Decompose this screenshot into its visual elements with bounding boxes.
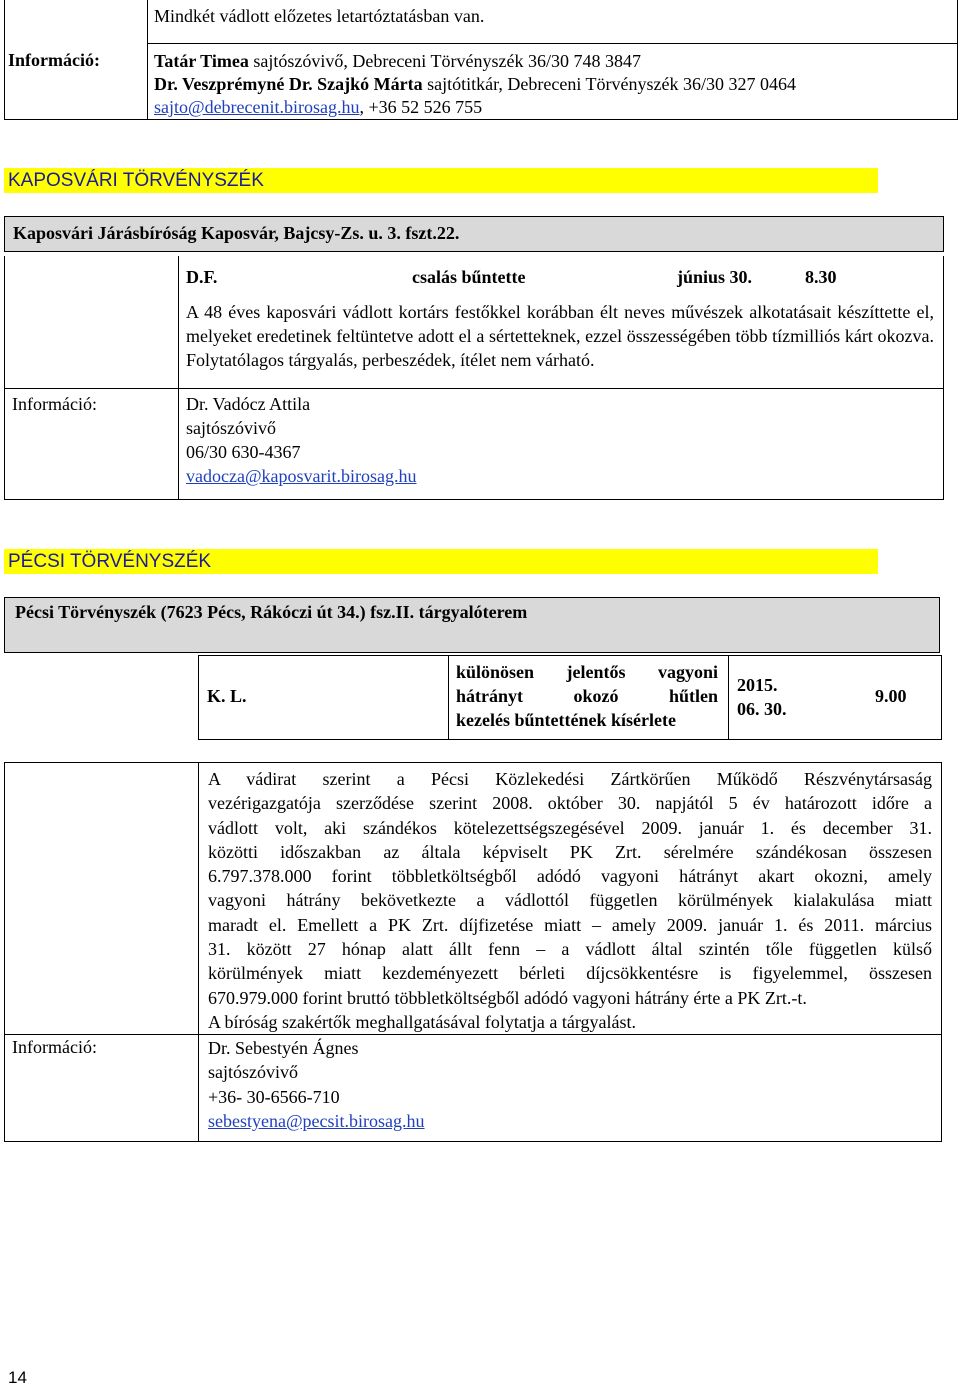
kaposvar-row-divider (4, 388, 944, 389)
pecs-defendant: K. L. (207, 686, 247, 706)
pecs-info-label: Információ: (12, 1037, 97, 1057)
pecs-charge-line3: kezelés bűntettének kísérlete (456, 710, 676, 730)
pecs-desc-col-divider (198, 762, 199, 1142)
pecs-contact-name: Dr. Sebestyén Ágnes (208, 1038, 359, 1058)
pecs-col-divider-1 (448, 655, 449, 739)
kaposvar-email-link[interactable]: vadocza@kaposvarit.birosag.hu (186, 466, 417, 486)
kaposvar-contact-name: Dr. Vadócz Attila (186, 394, 311, 414)
contact1-name: Tatár Timea (154, 51, 249, 71)
pecs-venue: Pécsi Törvényszék (7623 Pécs, Rákóczi út 34.) fsz.II. tárgyalóterem (4, 597, 940, 653)
kaposvar-case-table (4, 256, 944, 500)
pecs-desc-line: maradt el. Emellett a PK Zrt. díjfizetése miatt – amely 2009. január 1. és 2011. március (208, 914, 932, 935)
kaposvar-contact-role: sajtószóvivő (186, 418, 276, 438)
pecs-charge (456, 660, 718, 732)
debrecen-note: Mindkét vádlott előzetes letartóztatásban van. (154, 6, 485, 26)
kaposvar-info-label: Információ: (12, 394, 97, 414)
pecs-desc-line: vádlott volt, aki szándékos kötelezettségszegésével 2009. január 1. és december 31. (208, 817, 932, 838)
pecs-desc-line: 6.797.378.000 forint többletköltségből adódó vagyoni hátrányt akart okozni, amely (208, 866, 932, 887)
pecs-desc-line: vagyoni hátrány bekövetkezte a vádlottól független körülmények kialakulása miatt (208, 890, 932, 911)
pecs-desc-line: közötti időszakban az általa képviselt PK Zrt. sérelmére szándékosan összesen (208, 841, 932, 862)
kaposvar-description: A 48 éves kaposvári vádlott kortárs festőkkel korábban élt neves művészek alkotatásait készíttette el, melyeket eredetinek feltüntetve adott el a sértetteknek, ezzel összességében több tízmilliós kárt okozva. Folytatólagos tárgyalás, perbeszédek, ítélet nem várható. (186, 302, 934, 370)
pecs-charge-line2: hátrányt okozó hűtlen (456, 686, 718, 706)
pecs-charge-line1: különösen jelentős vagyoni (456, 662, 718, 682)
pecs-desc-line: A vádirat szerint a Pécsi Közlekedési Zártkörűen Működő Részvénytársaság (208, 769, 932, 789)
contact1-detail: sajtószóvivő, Debreceni Törvényszék 36/30 748 3847 (248, 51, 641, 71)
pecs-contact-phone: +36- 30-6566-710 (208, 1086, 340, 1107)
pecs-desc-line: vezérigazgatója szerződése szerint 2008. október 30. napjától 5 év határozott időre a (208, 793, 932, 814)
pecs-contact (208, 1036, 425, 1133)
debrecen-info-label: Információ: (8, 50, 100, 70)
kaposvar-charge: csalás bűntette (412, 267, 526, 287)
pecs-date (737, 673, 787, 721)
debrecen-contacts (154, 50, 796, 119)
pecs-court-heading: PÉCSI TÖRVÉNYSZÉK (4, 549, 878, 574)
kaposvar-col-divider (178, 256, 179, 500)
pecs-time: 9.00 (875, 686, 907, 706)
pecs-date-line2: 06. 30. (737, 699, 787, 719)
pecs-email-link[interactable]: sebestyena@pecsit.birosag.hu (208, 1110, 425, 1131)
debrecen-phone: , +36 52 526 755 (359, 97, 483, 117)
kaposvar-venue: Kaposvári Járásbíróság Kaposvár, Bajcsy-Zs. u. 3. fszt.22. (4, 216, 944, 252)
pecs-row-divider (198, 739, 942, 740)
pecs-desc-line: 670.979.000 forint bruttó többletköltségből adódó vagyoni hátrány érte a PK Zrt.-t. (208, 987, 807, 1008)
contact2-name: Dr. Veszprémyné Dr. Szajkó Márta (154, 74, 423, 94)
pecs-desc-line: körülmények miatt kezdeményezett bérleti díjcsökkentésre is figyelemmel, összesen (208, 963, 932, 984)
kaposvar-court-heading: KAPOSVÁRI TÖRVÉNYSZÉK (4, 168, 878, 193)
pecs-contact-role: sajtószóvivő (208, 1062, 298, 1083)
kaposvar-date: június 30. (677, 267, 753, 287)
debrecen-email-link[interactable]: sajto@debrecenit.birosag.hu (154, 97, 360, 117)
pecs-col-divider-2 (728, 655, 729, 739)
kaposvar-defendant: D.F. (186, 267, 218, 287)
pecs-description (208, 767, 932, 1034)
contact2-detail: sajtótitkár, Debreceni Törvényszék 36/30 327 0464 (422, 74, 796, 94)
kaposvar-contact (186, 392, 417, 488)
kaposvar-time: 8.30 (805, 267, 837, 287)
kaposvar-contact-phone: 06/30 630-4367 (186, 442, 301, 462)
pecs-desc-line: A bíróság szakértők meghallgatásával folytatja a tárgyalást. (208, 1011, 637, 1032)
page-number: 14 (8, 1368, 27, 1387)
pecs-date-line1: 2015. (737, 675, 778, 695)
pecs-desc-line: 31. között 27 hónap alatt állt fenn – a vádlott által szintén tőle független külső (208, 939, 932, 960)
